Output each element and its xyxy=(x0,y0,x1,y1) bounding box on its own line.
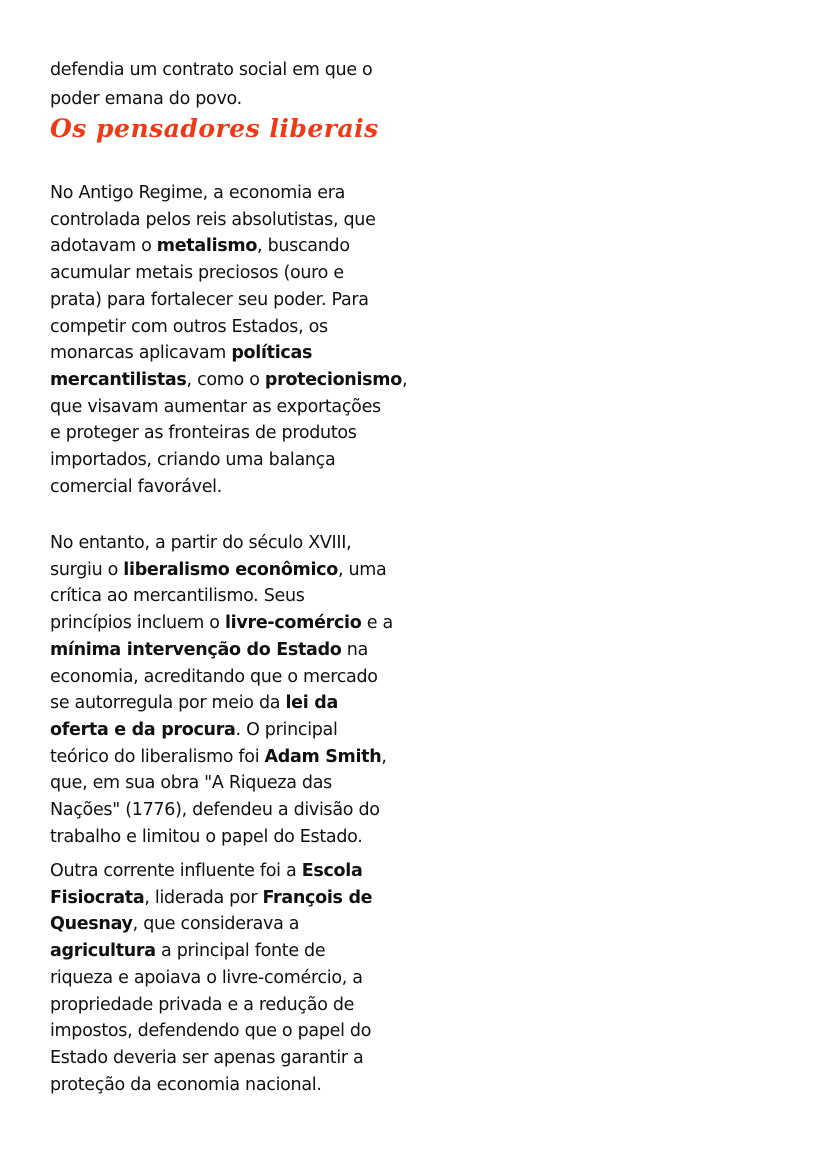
text-span: surgiu o xyxy=(50,559,124,580)
text-span: adotavam o xyxy=(50,236,157,257)
text-line xyxy=(50,800,380,820)
bold-term: protecionismo xyxy=(264,369,402,390)
text-span: economia, acreditando que o mercado xyxy=(50,666,378,687)
bold-term: liberalismo econômico xyxy=(123,559,338,580)
text-line xyxy=(50,533,351,553)
bold-term: lei da xyxy=(285,693,338,714)
text-line xyxy=(50,773,332,793)
text-span: riqueza e apoiava o livre-comércio, a xyxy=(50,967,363,988)
text-line xyxy=(50,263,344,283)
bold-term: oferta e da procura xyxy=(50,719,236,740)
text-line xyxy=(50,60,372,80)
text-line xyxy=(50,1075,322,1095)
text-span: defendia um contrato social em que o xyxy=(50,60,373,80)
text-span: Nações" (1776), defendeu a divisão do xyxy=(50,800,380,820)
text-line xyxy=(50,941,325,961)
text-line xyxy=(50,888,372,908)
text-line xyxy=(50,720,338,740)
text-span: princípios incluem o xyxy=(50,613,225,634)
text-line xyxy=(50,290,369,310)
text-line xyxy=(50,1048,363,1068)
text-span: acumular metais preciosos (ouro e xyxy=(50,263,344,284)
text-span: No entanto, a partir do século XVIII, xyxy=(50,533,352,553)
text-span: na xyxy=(341,639,369,660)
section-heading: Os pensadores liberais xyxy=(50,114,379,143)
bold-term: agricultura xyxy=(50,941,156,962)
text-line xyxy=(50,914,299,934)
text-span: e a xyxy=(361,613,393,634)
text-line xyxy=(50,747,387,767)
text-line xyxy=(50,968,363,988)
bold-term: livre-comércio xyxy=(224,613,362,634)
text-span: Outra corrente influente foi a xyxy=(50,861,302,881)
text-span: que visavam aumentar as exportações xyxy=(50,396,381,417)
text-span: e proteger as fronteiras de produtos xyxy=(50,423,357,444)
text-line xyxy=(50,613,393,633)
text-line xyxy=(50,210,376,230)
text-span: propriedade privada e a redução de xyxy=(50,994,355,1015)
text-line xyxy=(50,995,354,1015)
text-line xyxy=(50,586,305,606)
text-span: , como o xyxy=(186,369,265,390)
text-line xyxy=(50,397,381,417)
text-span: competir com outros Estados, os xyxy=(50,316,328,337)
text-line xyxy=(50,693,338,713)
text-line xyxy=(50,477,222,497)
bold-term: Fisiocrata xyxy=(50,887,145,908)
text-span: , buscando xyxy=(257,236,350,257)
bold-term: políticas xyxy=(231,343,313,364)
bold-term: Adam Smith xyxy=(264,746,382,767)
bold-term: mercantilistas xyxy=(50,369,187,390)
text-line xyxy=(50,667,378,687)
bold-term: François de xyxy=(262,887,373,908)
text-span: prata) para fortalecer seu poder. Para xyxy=(50,289,369,310)
text-span: , liderada por xyxy=(144,887,263,908)
text-line xyxy=(50,827,363,847)
text-span: teórico do liberalismo foi xyxy=(50,746,265,767)
text-span: , xyxy=(381,746,387,767)
bold-term: metalismo xyxy=(156,236,258,257)
text-span: . O principal xyxy=(235,719,338,740)
text-span: monarcas aplicavam xyxy=(50,343,232,364)
text-span: , uma xyxy=(337,559,387,580)
text-span: que, em sua obra "A Riqueza das xyxy=(50,773,332,794)
bold-term: Escola xyxy=(301,861,363,881)
text-span: comercial favorável. xyxy=(50,476,222,497)
text-span: crítica ao mercantilismo. Seus xyxy=(50,586,305,607)
text-span: proteção da economia nacional. xyxy=(50,1074,322,1095)
text-span: , que considerava a xyxy=(132,914,300,935)
text-span: trabalho e limitou o papel do Estado. xyxy=(50,826,363,847)
text-line xyxy=(50,370,407,390)
bold-term: mínima intervenção do Estado xyxy=(50,639,342,660)
text-line xyxy=(50,560,386,580)
bold-term: Quesnay xyxy=(50,914,133,935)
text-span: Estado deveria ser apenas garantir a xyxy=(50,1047,364,1068)
text-span: importados, criando uma balança xyxy=(50,450,336,470)
text-span: se autorregula por meio da xyxy=(50,693,286,714)
text-line xyxy=(50,183,345,203)
text-span: No Antigo Regime, a economia era xyxy=(50,183,346,203)
text-line xyxy=(50,1021,371,1041)
text-line xyxy=(50,89,242,109)
text-span: impostos, defendendo que o papel do xyxy=(50,1021,372,1042)
text-span: poder emana do povo. xyxy=(50,89,242,109)
text-span: controlada pelos reis absolutistas, que xyxy=(50,209,376,230)
text-line xyxy=(50,450,335,470)
text-line xyxy=(50,236,350,256)
text-line xyxy=(50,640,368,660)
text-line xyxy=(50,317,328,337)
text-line xyxy=(50,423,357,443)
text-span: , xyxy=(401,369,408,390)
text-line xyxy=(50,343,312,363)
text-line xyxy=(50,861,362,881)
text-span: a principal fonte de xyxy=(155,941,326,962)
